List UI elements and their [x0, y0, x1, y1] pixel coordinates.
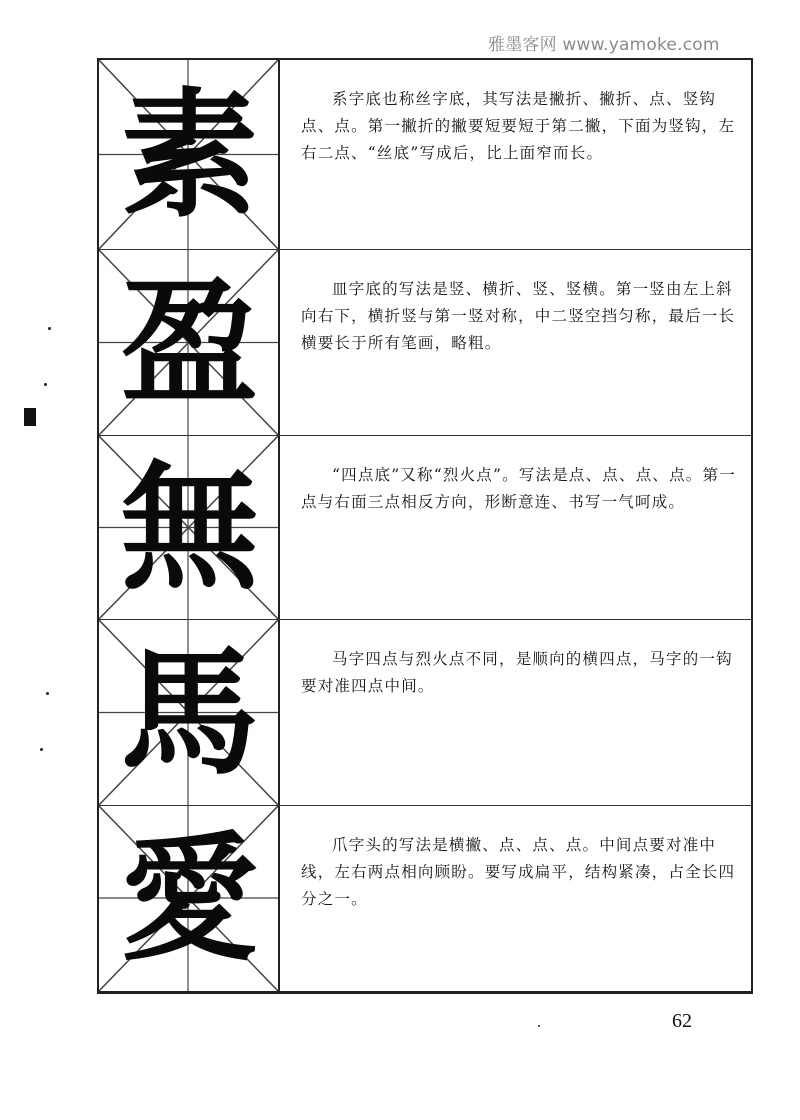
- table-row: [99, 620, 751, 806]
- grid-cell: [99, 436, 280, 619]
- stroke-description: 马字四点与烈火点不同，是顺向的横四点，马字的一钩要对准四点中间。: [301, 650, 733, 695]
- stroke-description: “四点底”又称“烈火点”。写法是点、点、点、点。第一点与右面三点相反方向，形断意连、书写一气呵成。: [301, 466, 736, 511]
- table-row: [99, 60, 751, 250]
- stroke-description: 皿字底的写法是竖、横折、竖、竖横。第一竖由左上斜向右下，横折竖与第一竖对称，中二竖空挡匀称，最后一长横要长于所有笔画，略粗。: [301, 280, 736, 352]
- stroke-description: 系字底也称丝字底，其写法是撇折、撇折、点、竖钩点、点。第一撇折的撇要短要短于第二撇，下面为竖钩，左右二点、“丝底”写成后，比上面窄而长。: [301, 90, 736, 162]
- calligraphy-character: 無: [120, 445, 259, 609]
- grid-cell: [99, 250, 280, 435]
- table-row: [99, 806, 751, 991]
- scan-mark: [24, 408, 36, 426]
- scan-speck: [44, 383, 47, 386]
- stroke-description: 爪字头的写法是横撇、点、点、点。中间点要对准中线，左右两点相向顾盼。要写成扁平，结构紧凑，占全长四分之一。: [301, 836, 736, 908]
- table-row: [99, 250, 751, 436]
- page-number: 62: [672, 1010, 692, 1032]
- calligraphy-character: 愛: [120, 816, 259, 980]
- table-row: [99, 436, 751, 620]
- grid-cell: [99, 620, 280, 805]
- calligraphy-character: 馬: [120, 630, 259, 794]
- grid-cell: [99, 806, 280, 991]
- calligraphy-character: 素: [120, 72, 259, 236]
- scan-speck: [40, 748, 43, 751]
- scan-speck: [48, 327, 51, 330]
- calligraphy-table: [97, 58, 753, 994]
- scan-speck: [538, 1025, 540, 1027]
- scan-speck: [46, 692, 49, 695]
- grid-cell: [99, 60, 280, 249]
- calligraphy-character: 盈: [120, 260, 259, 424]
- watermark: 雅墨客网 www.yamoke.com: [488, 35, 720, 55]
